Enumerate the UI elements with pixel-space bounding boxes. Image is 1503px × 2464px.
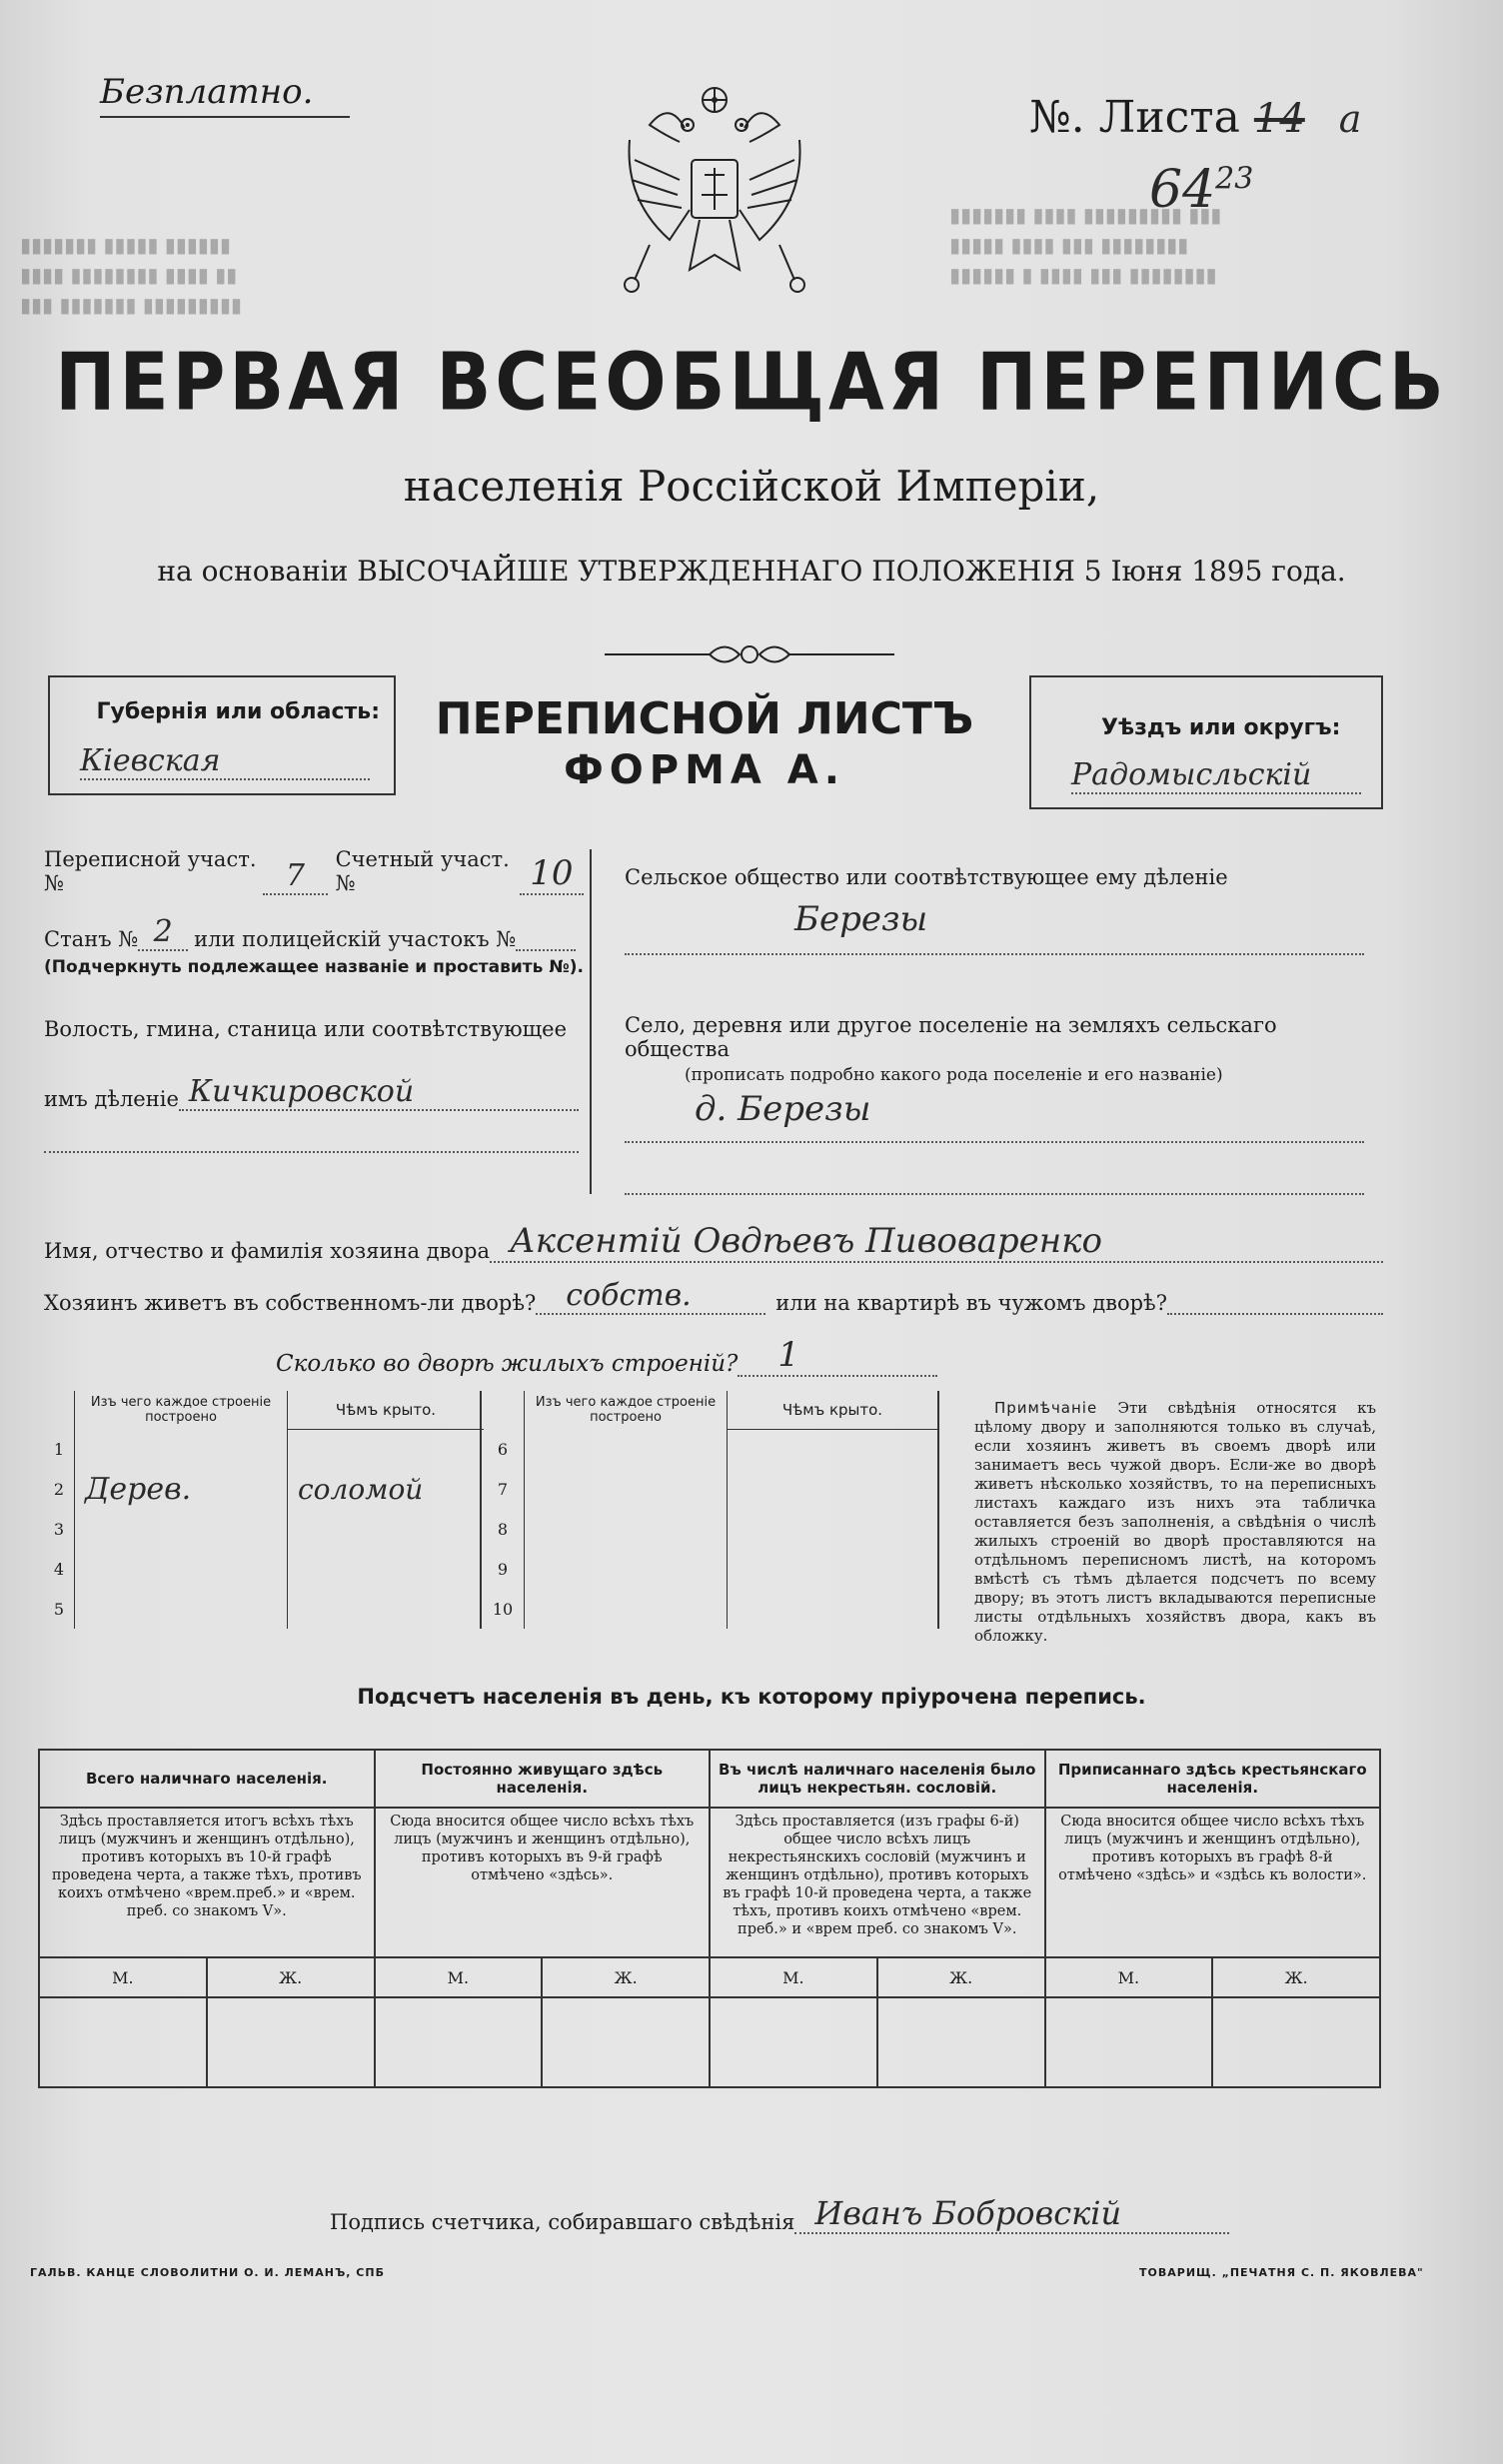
sheet-number-suffix: а <box>1338 97 1362 141</box>
building-roof-cell[interactable] <box>728 1469 939 1509</box>
gubernia-box <box>48 675 396 795</box>
building-row-number: 3 <box>44 1509 75 1549</box>
male-count-cell[interactable] <box>710 1997 877 2087</box>
building-roof-cell[interactable] <box>728 1549 939 1589</box>
rented-value[interactable] <box>1167 1289 1383 1315</box>
owner-fields <box>44 1217 1383 1377</box>
population-column-desc: Сюда вносится общее число всѣхъ тѣхъ лицъ (мужчинъ и женщинъ отдѣльно), противъ которыхъ въ графѣ 8-й отмѣчено «здѣсь» и «здѣсь къ волости». <box>1045 1808 1381 1957</box>
building-row <box>44 1509 484 1549</box>
bleed-through-left: ▮▮▮▮▮▮▮ ▮▮▮▮▮ ▮▮▮▮▮▮ ▮▮▮▮ ▮▮▮▮▮▮▮▮ ▮▮▮▮ ▮▮ ▮▮▮ ▮▮▮▮▮▮▮ ▮▮▮▮▮▮▮▮▮ <box>20 233 242 317</box>
village-extra-line <box>625 1143 1364 1195</box>
population-column-desc: Сюда вносится общее число всѣхъ тѣхъ лицъ (мужчинъ и женщинъ отдѣльно), противъ которыхъ въ 9-й графѣ отмѣчено «здѣсь». <box>375 1808 711 1957</box>
police-label: или полицейскій участокъ № <box>194 927 517 951</box>
building-row <box>44 1429 484 1469</box>
male-header: М. <box>375 1957 543 1997</box>
signature-label: Подпись счетчика, собиравшаго свѣдѣнія <box>330 2210 795 2234</box>
signature-value[interactable]: Иванъ Бобровскій <box>794 2194 1229 2234</box>
buildings-table-left <box>44 1391 484 1629</box>
own-yard-label: Хозяинъ живетъ въ собственномъ-ли дворѣ? <box>44 1291 537 1315</box>
population-table <box>38 1749 1381 2088</box>
note-text: Эти свѣдѣнія относятся къ цѣлому двору и заполняются только въ случаѣ, если хозяинъ живетъ въ своемъ дворѣ или занимаетъ весь чужой дворъ. Если-же во дворѣ живетъ нѣсколько хозяйствъ, то на переписныхъ листахъ каждаго изъ нихъ эта табличка оставляется безъ заполненія, а свѣдѣнія о числѣ жилыхъ строеній во дворѣ проставляются на отдѣльномъ переписномъ листѣ, на которомъ вмѣстѣ съ тѣмъ дѣлается подсчетъ по всему двору; въ этотъ листъ вкладываются переписные листы отдѣльныхъ хозяйствъ двора, какъ въ обложку. <box>974 1399 1376 1645</box>
owner-name-value[interactable]: Аксентій Овдѣевъ Пивоваренко <box>490 1221 1383 1263</box>
building-material-cell[interactable] <box>75 1509 288 1549</box>
building-roof-cell[interactable] <box>288 1589 485 1629</box>
sheet-number-label: №. Листа <box>1029 92 1240 143</box>
female-header: Ж. <box>1212 1957 1380 1997</box>
building-roof-cell[interactable] <box>728 1589 939 1629</box>
building-material-cell[interactable] <box>75 1549 288 1589</box>
footer-printer-right: ТОВАРИЩ. „ПЕЧАТНЯ С. П. ЯКОВЛЕВА" <box>1139 2266 1424 2279</box>
village-value[interactable]: д. Березы <box>625 1089 1364 1143</box>
building-row <box>481 1469 938 1509</box>
village-note: (прописать подробно какого рода поселеніе и его названіе) <box>685 1065 1223 1085</box>
building-row-number: 2 <box>44 1469 75 1509</box>
own-yard-value[interactable]: собств. <box>536 1278 765 1315</box>
male-count-cell[interactable] <box>375 1997 543 2087</box>
male-header: М. <box>39 1957 207 1997</box>
material-header-2: Изъ чего каждое строеніе построено <box>525 1391 728 1429</box>
building-material-cell[interactable] <box>525 1549 728 1589</box>
building-material-cell[interactable] <box>525 1469 728 1509</box>
building-material-cell[interactable] <box>525 1509 728 1549</box>
female-count-cell[interactable] <box>542 1997 710 2087</box>
page-subtitle: населенія Россійской Имперіи, <box>403 462 1100 511</box>
male-count-cell[interactable] <box>1045 1997 1213 2087</box>
building-row-number: 8 <box>481 1509 525 1549</box>
page-title: ПЕРВАЯ ВСЕОБЩАЯ ПЕРЕПИСЬ <box>55 335 1448 429</box>
building-material-cell[interactable] <box>525 1429 728 1469</box>
count-area-value[interactable]: 10 <box>520 853 584 895</box>
signature-row <box>330 2188 1229 2234</box>
population-column-head: Всего наличнаго населенія. <box>39 1750 375 1808</box>
ornament-divider-icon <box>600 634 899 674</box>
building-row <box>44 1469 484 1509</box>
volost-extra-line <box>44 1111 579 1153</box>
female-count-cell[interactable] <box>1212 1997 1380 2087</box>
footer-printer-left: ГАЛЬВ. КАНЦЕ СЛОВОЛИТНИ О. И. ЛЕМАНЪ, СПБ <box>30 2266 385 2279</box>
village-label: Село, деревня или другое поселеніе на земляхъ сельскаго общества <box>625 1013 1277 1061</box>
gubernia-value[interactable]: Кіевская <box>80 743 370 780</box>
buildings-count-value[interactable]: 1 <box>738 1335 937 1377</box>
volost-value[interactable]: Кичкировской <box>179 1074 579 1111</box>
gubernia-label: Губернія или область: <box>96 699 380 724</box>
owner-name-label: Имя, отчество и фамилія хозяина двора <box>44 1239 491 1263</box>
building-row <box>481 1589 938 1629</box>
female-header: Ж. <box>207 1957 375 1997</box>
population-title: Подсчетъ населенія въ день, къ которому пріурочена перепись. <box>357 1685 1146 1709</box>
legal-basis: на основаніи ВЫСОЧАЙШЕ УТВЕРЖДЕННАГО ПОЛОЖЕНІЯ 5 Іюня 1895 года. <box>157 555 1346 588</box>
building-material-cell[interactable] <box>75 1429 288 1469</box>
male-header: М. <box>710 1957 877 1997</box>
volost-label-2: имъ дѣленіе <box>44 1087 179 1111</box>
stan-label: Станъ № <box>44 927 139 951</box>
free-of-charge-label: Безплатно. <box>100 72 350 118</box>
roof-header-2: Чѣмъ крыто. <box>728 1391 939 1429</box>
building-row-number: 10 <box>481 1589 525 1629</box>
column-divider <box>590 849 592 1194</box>
sheet-number-value: 14 <box>1253 96 1305 142</box>
note-head: Примѣчаніе <box>994 1399 1098 1417</box>
building-material-cell[interactable]: Дерев. <box>75 1469 288 1509</box>
note-block <box>974 1399 1376 1646</box>
building-roof-cell[interactable] <box>288 1429 485 1469</box>
uezd-value[interactable]: Радомысльскій <box>1071 757 1361 794</box>
female-header: Ж. <box>542 1957 710 1997</box>
material-header: Изъ чего каждое строеніе построено <box>75 1391 288 1429</box>
buildings-count-label: Сколько во дворѣ жилыхъ строеній? <box>276 1351 739 1377</box>
female-count-cell[interactable] <box>877 1997 1045 2087</box>
population-column-head: Постоянно живущаго здѣсь населенія. <box>375 1750 711 1808</box>
building-row-number: 4 <box>44 1549 75 1589</box>
census-area-label: Переписной участ. № <box>44 847 257 895</box>
form-title: ПЕРЕПИСНОЙ ЛИСТЪ <box>435 693 974 744</box>
archive-number: $64^{23}$ <box>1149 160 1254 220</box>
building-roof-cell[interactable] <box>728 1429 939 1469</box>
community-value[interactable]: Березы <box>625 899 1364 955</box>
bleed-through-right: ▮▮▮▮▮▮▮ ▮▮▮▮ ▮▮▮▮▮▮▮▮▮ ▮▮▮ ▮▮▮▮▮ ▮▮▮▮ ▮▮▮ ▮▮▮▮▮▮▮▮ ▮▮▮▮▮▮ ▮ ▮▮▮▮ ▮▮▮ ▮▮▮▮▮▮▮▮ <box>949 203 1222 287</box>
female-count-cell[interactable] <box>207 1997 375 2087</box>
building-roof-cell[interactable]: соломой <box>298 1472 424 1506</box>
stan-value[interactable]: 2 <box>138 914 188 951</box>
building-row <box>481 1509 938 1549</box>
roof-header: Чѣмъ крыто. <box>288 1391 485 1429</box>
building-row-number: 5 <box>44 1589 75 1629</box>
buildings-table-right <box>480 1391 939 1629</box>
population-column-desc: Здѣсь проставляется итогъ всѣхъ тѣхъ лицъ (мужчинъ и женщинъ отдѣльно), противъ которыхъ въ 10-й графѣ проведена черта, а также тѣхъ, противъ коихъ отмѣчено «врем.преб.» и «врем. преб. со знакомъ V». <box>39 1808 375 1957</box>
building-roof-cell[interactable] <box>288 1549 485 1589</box>
building-row <box>44 1549 484 1589</box>
population-column-desc: Здѣсь проставляется (изъ графы 6-й) общее число всѣхъ лицъ некрестьянскихъ сословій (мужчинъ и женщинъ отдѣльно), противъ которыхъ въ графѣ 10-й проведена черта, а также тѣхъ, противъ коихъ отмѣчено «врем. преб.» и «врем преб. со знакомъ V». <box>710 1808 1045 1957</box>
archive-number-sup: 23 <box>1215 161 1254 197</box>
police-value[interactable] <box>516 925 576 951</box>
building-material-cell[interactable] <box>75 1589 288 1629</box>
male-header: М. <box>1045 1957 1213 1997</box>
uezd-box <box>1029 675 1383 809</box>
count-area-label: Счетный участ. № <box>335 847 510 895</box>
right-fields <box>625 865 1384 1195</box>
building-roof-cell[interactable] <box>288 1509 485 1549</box>
census-area-value[interactable]: 7 <box>263 858 327 895</box>
building-row-number: 1 <box>44 1429 75 1469</box>
building-row <box>481 1429 938 1469</box>
population-column-head: Приписаннаго здѣсь крестьянскаго населенія. <box>1045 1750 1381 1808</box>
building-row <box>481 1549 938 1589</box>
double-headed-eagle-icon <box>610 80 819 295</box>
underline-note: (Подчеркнуть подлежащее названіе и проставить №). <box>44 957 584 977</box>
sheet-number <box>1029 92 1361 143</box>
volost-label-1: Волость, гмина, станица или соотвѣтствующее <box>44 1017 568 1041</box>
building-material-cell[interactable] <box>525 1589 728 1629</box>
uezd-label: Уѣздъ или округъ: <box>1101 715 1341 740</box>
building-row <box>44 1589 484 1629</box>
community-label: Сельское общество или соотвѣтствующее ему дѣленіе <box>625 865 1228 889</box>
building-row-number: 6 <box>481 1429 525 1469</box>
form-subtitle: ФОРМА А. <box>564 747 845 793</box>
female-header: Ж. <box>877 1957 1045 1997</box>
left-fields <box>44 847 584 1153</box>
rented-label: или на квартирѣ въ чужомъ дворѣ? <box>775 1291 1167 1315</box>
building-row-number: 9 <box>481 1549 525 1589</box>
building-row-number: 7 <box>481 1469 525 1509</box>
population-column-head: Въ числѣ наличнаго населенія было лицъ некрестьян. сословій. <box>710 1750 1045 1808</box>
building-roof-cell[interactable] <box>728 1509 939 1549</box>
male-count-cell[interactable] <box>39 1997 207 2087</box>
